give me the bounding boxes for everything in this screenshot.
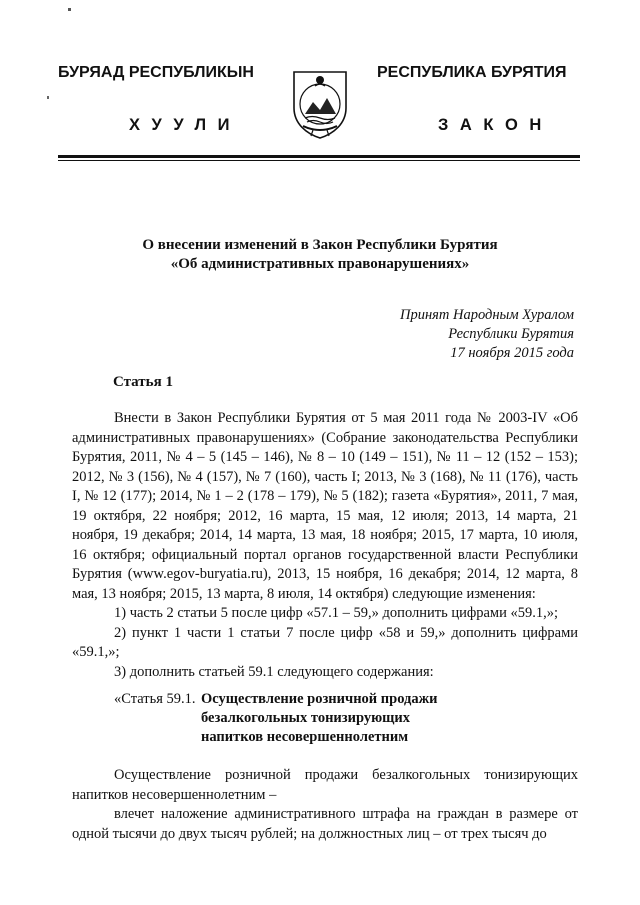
adoption-note-line: Республики Бурятия [448, 326, 574, 342]
list-item: 2) пункт 1 части 1 статьи 7 после цифр «58 и 59,» дополнить цифрами «59.1,»; [72, 624, 578, 660]
adoption-note [400, 306, 574, 363]
coat-of-arms-icon [291, 68, 349, 140]
list-item: 1) часть 2 статьи 5 после цифр «57.1 – 59,» дополнить цифрами «59.1,»; [114, 605, 559, 621]
scan-speck [68, 8, 71, 11]
header-right-title: РЕСПУБЛИКА БУРЯТИЯ [377, 64, 567, 81]
list-item: 3) дополнить статьей 59.1 следующего содержания: [114, 663, 434, 680]
new-article-name-line: напитков несовершеннолетним [201, 729, 409, 745]
document-title-line: «Об административных правонарушениях» [170, 256, 470, 272]
main-paragraph: Внести в Закон Республики Бурятия от 5 мая 2011 года № 2003-IV «Об административных правонарушениях» (Собрание законодательства Республики Бурятия, 2011, № 4 – 5 (145 – 146), № 8 – 10 (149 – 151), № 11 – 12 (152 – 153); 2012, № 3 (156), № 4 (157), № 7 (160), часть I; 2013, № 3 (168), № 11 (176), часть I, № 12 (177); 2014, № 1 – 2 (178 – 179), № 5 (182); газета «Бурятия», 2011, 7 мая, 19 октября, 22 ноября; 2012, 16 марта, 15 мая, 12 июля; 2013, 14 марта, 21 ноября, 19 декабря; 2014, 14 марта, 13 мая, 18 ноября; 2015, 17 марта, 10 июля, 16 октября; официальный портал органов государственной власти Республики Бурятия (www.egov-buryatia.ru), 2013, 15 ноября, 16 декабря; 2014, 12 марта, 8 мая, 13 ноября; 2015, 13 марта, 8 июля, 14 октября) следующие изменения: [72, 410, 578, 602]
new-article-name-line: безалкогольных тонизирующих [201, 710, 411, 726]
header-divider-thin [58, 160, 580, 161]
new-article-number: «Статья 59.1. [114, 691, 196, 707]
new-article-body [72, 766, 578, 844]
article-heading: Статья 1 [113, 374, 173, 390]
new-article-name [201, 690, 521, 747]
adoption-note-line: Принят Народным Хуралом [399, 307, 574, 323]
header-right-doc-type: ЗАКОН [438, 116, 553, 134]
penalty-paragraph: влечет наложение административного штрафа на граждан в размере от одной тысячи до двух тысяч рублей; на должностных лиц – от трех тысяч до [72, 806, 578, 842]
adoption-date: 17 ноября 2015 года [450, 345, 574, 361]
document-title [60, 236, 580, 274]
header-left-title: БУРЯАД РЕСПУБЛИКЫН [58, 64, 254, 81]
document-title-line: О внесении изменений в Закон Республики Бурятия [142, 237, 498, 253]
header-divider-thick [58, 155, 580, 158]
article-body [72, 409, 578, 682]
sale-paragraph: Осуществление розничной продажи безалкогольных тонизирующих напитков несовершеннолетним – [72, 767, 578, 803]
header-left-doc-type: ХУУЛИ [129, 116, 242, 134]
scan-speck [47, 96, 49, 99]
new-article-name-line: Осуществление розничной продажи [201, 691, 438, 707]
